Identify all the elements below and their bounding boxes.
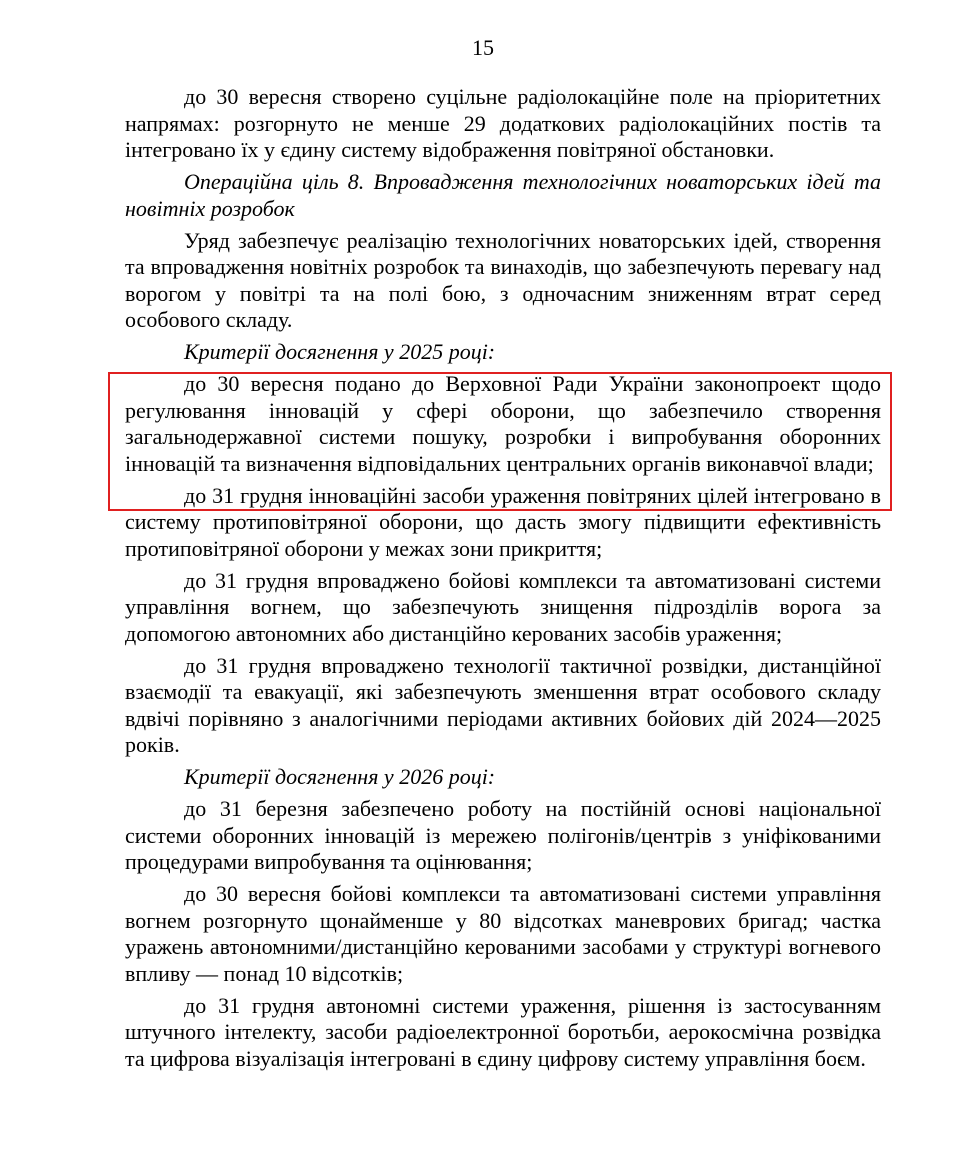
page-number: 15 [472,35,494,60]
paragraph-radar-field: до 30 вересня створено суцільне радіолокаційне поле на пріоритетних напрямах: розгорнуто не менше 29 додаткових радіолокаційних постів та інтегровано їх у єдину систему відображення повітряної обстановки. [125,84,881,162]
document-body [125,84,881,1078]
paragraph-tactical-reconnaissance: до 31 грудня впроваджено технології тактичної розвідки, дистанційної взаємодії та евакуації, які забезпечують зменшення втрат особового складу вдвічі порівняно з аналогічними періодами активних бойових дій 2024—2025 років. [125,652,881,757]
paragraph-draft-law-highlighted: до 30 вересня подано до Верховної Ради України законопроект щодо регулювання інновацій у сфері оборони, що забезпечило створення загальнодержавної системи пошуку, розробки і випробування оборонних інновацій та визначення відповідальних центральних органів виконавчої влади; [125,371,881,476]
paragraph-maneuver-brigades: до 30 вересня бойові комплекси та автоматизовані системи управління вогнем розгорнуто щонайменше у 80 відсотках маневрових бригад; частка уражень автономними/дистанційно керованими засобами у структурі вогневого впливу — понад 10 відсотків; [125,881,881,986]
criteria-2025-heading: Критерії досягнення у 2025 році: [184,339,496,364]
criteria-2026-heading: Критерії досягнення у 2026 році: [184,764,496,789]
paragraph-combat-complexes: до 31 грудня впроваджено бойові комплекси та автоматизовані системи управління вогнем, що забезпечують знищення підрозділів ворога за допомогою автономних або дистанційно керованих засобів ураження; [125,567,881,646]
paragraph-air-defense-integration: до 31 грудня інноваційні засоби ураження повітряних цілей інтегровано в систему протиповітряної оборони, що дасть змогу підвищити ефективність протиповітряної оборони у межах зони прикриття; [125,482,881,561]
paragraph-government-ensures: Уряд забезпечує реалізацію технологічних новаторських ідей, створення та впровадження новітніх розробок та винаходів, що забезпечують перевагу над ворогом у повітрі та на полі бою, з одночасним зниженням втрат серед особового складу. [125,227,881,332]
paragraph-innovation-system: до 31 березня забезпечено роботу на постійній основі національної системи оборонних інновацій із мережею полігонів/центрів з уніфікованими процедурами випробування та оцінювання; [125,796,881,874]
operational-goal-8-heading: Операційна ціль 8. Впровадження технологічних новаторських ідей та новітніх розробок [125,169,881,221]
paragraph-battle-management: до 31 грудня автономні системи ураження, рішення із застосуванням штучного інтелекту, засоби радіоелектронної боротьби, аерокосмічна розвідка та цифрова візуалізація інтегровані в єдину цифрову систему управління боєм. [125,992,881,1071]
